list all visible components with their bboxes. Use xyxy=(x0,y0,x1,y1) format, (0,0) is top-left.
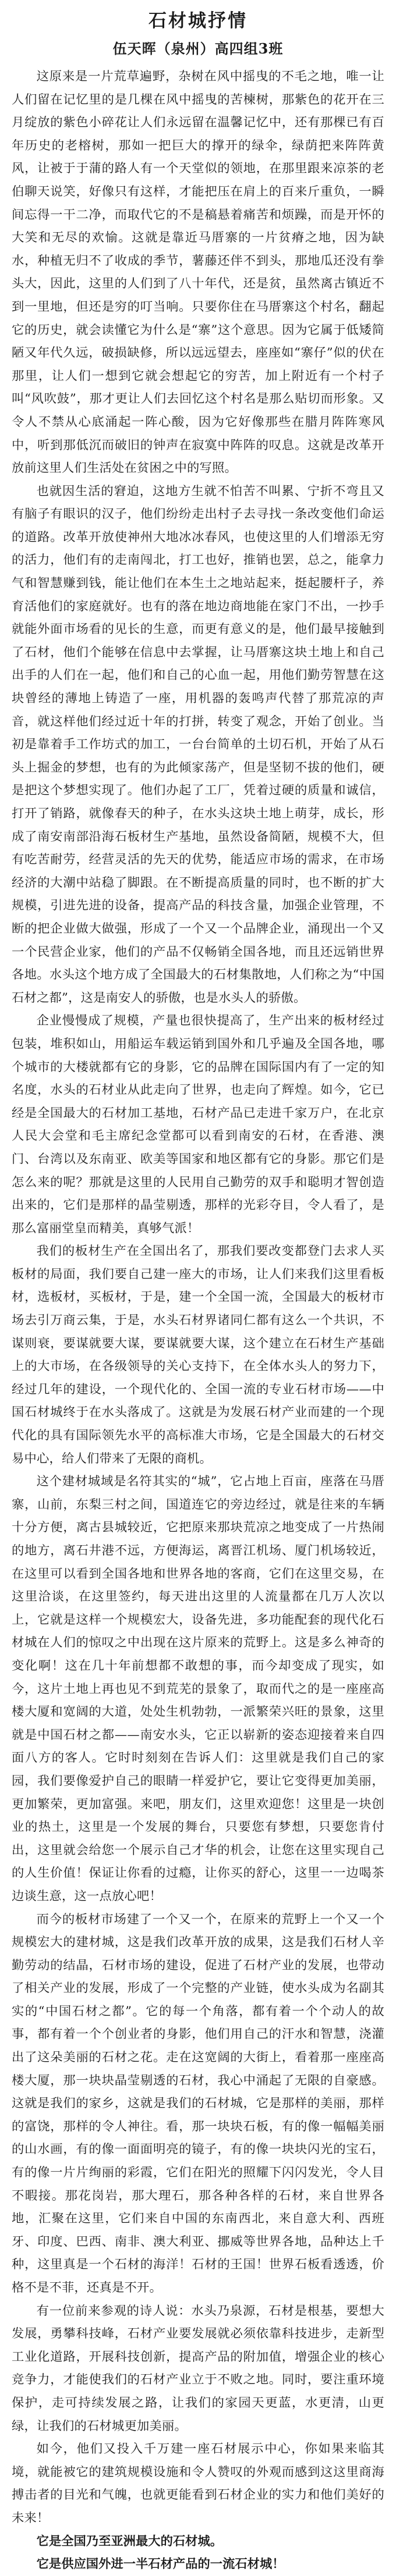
article-body xyxy=(12,65,384,2576)
paragraph: 有一位前来参观的诗人说：水头乃泉源，石材是根基，要想大发展，勇攀科技峰，石材产业要发展就必须依靠科技进步，走新型工业化道路，开展科技创新，提高产品的附加值，增强企业的核心竞争力，才能使我们的石材产业立于不败之地。同时，要注重环境保护，走可持续发展之路，让我们的家园天更蓝，水更清，山更绿，让我们的石材城更加美丽。 xyxy=(12,2303,384,2433)
article-title: 石材城抒情 xyxy=(148,10,248,31)
paragraph: 我们的板材生产在全国出名了，那我们要改变都登门去求人买板材的局面，我们要自己建一座大的市场，让人们来我们这里看板材，选板材，买板材，于是，建一个全国一流，全国最大的板材市场去引万商云集，于是，水头石材界诸同仁都有这么一个共识，不谋则衰，要谋就要大谋，要谋就要大谋，这个建立在石材生产基础上的大市场，在各级领导的关心支持下，在全体水头人的努力下，经过几年的建设，一个现代化的、全国一流的专业石材市场——中国石材城终于在水头落成了。这就是为发展石材产业而建的一个现代化的具有国际领先水平的高标准大市场，它是全国最大的石材交易中心，给人们带来了无限的商机。 xyxy=(12,1244,384,1466)
paragraph: 也就因生活的窘迫，这地方生就不怕苦不叫累、宁折不弯且又有脑子有眼识的汉子，他们纷纷走出村子去寻找一条改变他们命运的道路。改革开放使神州大地冰冰春风，也使这里的人们增添无穷的活力，他们有的走南闯北，打工也好，推销也罢，总之，能拿力气和智慧赚到钱，能让他们在本生土之地站起来，挺起腰杆子，养育活他们的家庭就好。也有的落在地边商地能在家门不出，一抄手就能外面市场看的见长的生意，而更有意义的是，他们最早接触到了石材，他们个能够在信息中去掌握，让马厝寨这块土地上和自己出手的人们在一起，他们和自己的心血一起，用他们勤劳智慧在这块曾经的薄地上铸造了一座，用机器的轰鸣声代替了那荒凉的声音，就这样他们经过近十年的打拼，转变了观念，开始了创业。当初是靠着手工作坊式的加工，一台台简单的土切石机，开始了从石头上掘金的梦想，也有的为此倾家荡产，但是坚韧不拔的他们，硬是把这个梦想实现了。他们办起了工厂，凭着过硬的质量和诚信，打开了销路，就像春天的种子，在水头这块土地上萌芽，成长，形成了南安南部沿海石板材生产基地，虽然设备简陋，规模不大，但有吃苦耐劳，经营灵活的先天的优势，能适应市场的需求，在市场经济的大潮中站稳了脚跟。在不断提高质量的同时，也不断的扩大规模，引进先进的设备，提高产品的科技含量，加强企业管理，不断的把企业做大做强，形成了一个又一个品牌企业，涌现出一个又一个民营企业家，他们的产品不仅畅销全国各地，而且还远销世界各地。水头这个地方成了全国最大的石材集散地，人们称之为“中国石材之都”，这是南安人的骄傲，也是水头人的骄傲。 xyxy=(12,483,384,1005)
article-author: 伍天晖（泉州）高四组3班 xyxy=(112,40,284,57)
paragraph: 这原来是一片荒草遍野，杂树在风中摇曳的不毛之地，唯一让人们留在记忆里的是几棵在风中摇曳的苦楝树，那紫色的花开在三月绽放的紫色小碎花让人们永远留在温馨记忆中，还有那棵已有百年历史的老榕树，那如一把巨大的撑开的绿伞，绿荫把来阵阵黄风，让被于于蒲的路人有一个天堂似的领地，在那里跟来凉茶的老伯聊天说笑，好像只有这样，才能把压在肩上的百来斤重负，一瞬间忘得一干二净，而取代它的不是稿悬着痛苦和烦躁，而是开怀的大笑和无尽的欢愉。这就是靠近马厝寨的一片贫瘠之地，因为缺水，种植无归不了收成的季节，薯藤还伴不到头，那地瓜还没有拳头大，因此，这里的人们到了八十年代，还是贫，虽然离古镇近不到一里地，但还是穷的叮当响。只要你住在马厝寨这个村名，翻起它的历史，就会读懂它为什么是“寨”这个意思。因为它属于低矮简陋又年代久远，破损缺修，所以远远望去，座座如“寨仔”似的伏在那里，让人们一想到它就会想起它的穷苦，加上附近有一个村子叫“风吹鼓”，那才更让人们去回忆这个村名是那么贴切而形象。又令人不禁从心底涌起一阵心酸，因为它好像那些在腊月阵阵寒风中，听到那低沉而破旧的钟声在寂寞中阵阵的叹息。这就是改革开放前这里人们生活处在贫困之中的写照。 xyxy=(12,69,384,476)
closing-line: 它是供应国外进一半石材产品的一流石材城！ xyxy=(36,2557,285,2572)
closing-line: 它是全国乃至亚洲最大的石材城。 xyxy=(36,2534,223,2549)
paragraph: 这个建材城域是名符其实的“城”，它占地上百亩，座落在马厝寨，山前，东梨三村之间，国道连它的旁边经过，就是往来的车辆十分方便，离古县城较近，它把原来那块荒凉之地变成了一片热闹的地方，离石井港不远，方便海运，离晋江机场、厦门机场较近，在这里可以看到全国各地和世界各地的客商，它们在这里交易，在这里洽谈，在这里签约，每天进出这里的人流量都在几万人次以上，它就是这样一个规模宏大，设备先进，多功能配套的现代化石材城在人们的惊叹之中出现在这片原来的荒野上。这是多么神奇的变化啊！这在几十年前想都不敢想的事，而今却变成了现实，如今，这片土地上再也见不到荒芜的景象了，取而代之的是一座座高楼大厦和宽阔的大道，处处生机勃勃，一派繁荣兴旺的景象，这里就是中国石材之都——南安水头，它正以崭新的姿态迎接着来自四面八方的客人。它时时刻刻在告诉人们：这里就是我们自己的家园，我们要像爱护自己的眼睛一样爱护它，要让它变得更加美丽，更加繁荣，更加富强。来吧，朋友们，这里欢迎您！这里是一块创业的热土，这里是一个发展的舞台，只要您有梦想，只要您肯付出，这里就会给您一个展示自己才华的机会，让您在这里实现自己的人生价值！保证让你看的过瘾，让你买的舒心，这里一一边喝茶边谈生意，这一点放心吧！ xyxy=(12,1474,384,1903)
paragraph: 如今，他们又投入千万建一座石材展示中心，你如果来临其境，就能被它的建筑规模设施和令人赞叹的外观而感到这这里商海搏击者的目光和气魄，也就更能看到石材企业的实力和他们美好的未来！ xyxy=(12,2442,384,2525)
paragraph: 而今的板材市场建了一个又一个，在原来的荒野上一个又一个规模宏大的建材城，这是我们改革开放的成果，这是我们石材人辛勤劳动的结晶，石材市场的建设，促进了石材产业的发展，也带动了相关产业的发展，形成了一个完整的产业链，使水头成为名副其实的“中国石材之都”。它的每一个角落，都有着一个个动人的故事，都有着一个个创业者的身影，他们用自己的汗水和智慧，浇灌出了这朵美丽的石材之花。走在这宽阔的大街上，看着那一座座高楼大厦，那一块块晶莹剔透的石材，我心中涌起了无限的自豪感。这就是我们的家乡，这就是我们的石材城，它是那样的美丽，那样的富饶，那样的令人神往。看，那一块块石板，有的像一幅幅美丽的山水画，有的像一面面明亮的镜子，有的像一块块闪光的宝石，有的像一片片绚丽的彩霞，它们在阳光的照耀下闪闪发光，令人目不暇接。那花岗岩，那大理石，那各种各样的石材，来自世界各地，汇聚在这里，它们来自中国的东南西北，来自意大利、西班牙、印度、巴西、南非、澳大利亚、挪威等世界各地，品种达上千种，这里真是一个石材的海洋！石材的王国！世界石板看透透，价格不是不菲，还真是不开。 xyxy=(12,1912,384,2295)
paragraph: 企业慢慢成了规模，产量也很快提高了，生产出来的板材经过包装，堆积如山，用船运车载运销到国外和几乎遍及全国各地，哪个城市的大楼就都有它的身影，它的品牌在国际国内有了一定的知名度，水头的石材业从此走向了世界，也走向了辉煌。如今，它已经是全国最大的石材加工基地，石材产品已走进千家万户，在北京人民大会堂和毛主席纪念堂都可以看到南安的石材，在香港、澳门、台湾以及东南亚、欧美等国家和地区都有它的身影。那它们是怎么来的呢？那就是这里的人民用自己勤劳的双手和聪明才智创造出来的，它们是那样的晶莹剔透，那样的光彩夺目，令人看了，是那么富丽堂皇而精美，真够气派！ xyxy=(12,1013,384,1236)
